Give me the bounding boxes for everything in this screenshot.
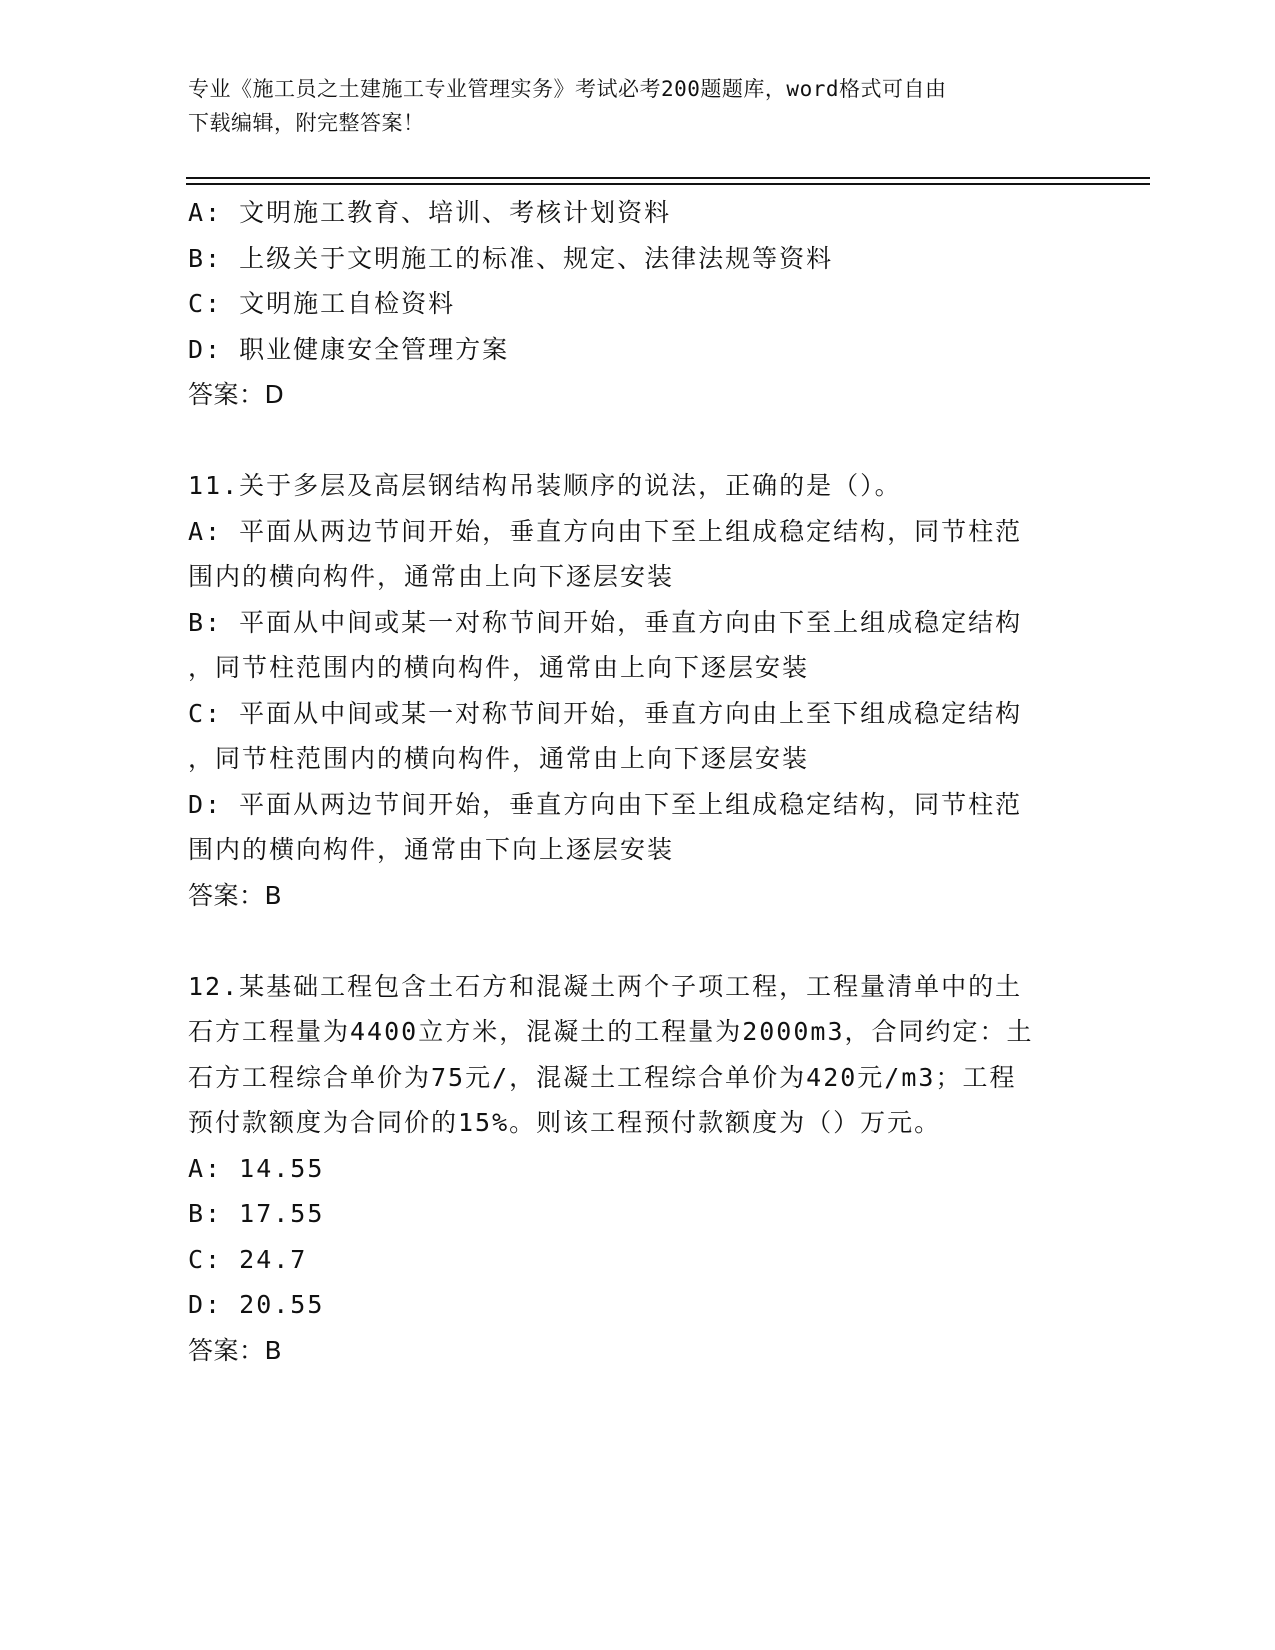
q11-option-b-line-2: ，同节柱范围内的横向构件，通常由上向下逐层安装 (188, 653, 810, 682)
header-divider-bottom (186, 183, 1150, 185)
q11-stem: 11.关于多层及高层钢结构吊装顺序的说法，正确的是（）。 (188, 471, 902, 500)
question-12-block (188, 964, 1088, 1374)
header-divider-top (186, 177, 1150, 179)
header-line-1: 专业《施工员之土建施工专业管理实务》考试必考200题题库，word格式可自由 (188, 77, 947, 101)
q12-stem-line-1: 12.某基础工程包含土石方和混凝土两个子项工程，工程量清单中的土 (188, 971, 1023, 1001)
q11-option-c-line-2: ，同节柱范围内的横向构件，通常由上向下逐层安装 (188, 744, 810, 773)
document-body (188, 190, 1088, 1373)
q12-option-c: C: 24.7 (188, 1244, 308, 1274)
q10-option-c: C: 文明施工自检资料 (188, 289, 456, 318)
document-header (188, 72, 1088, 140)
q10-answer: 答案：D (188, 380, 285, 409)
q11-option-b-line-1: B: 平面从中间或某一对称节间开始，垂直方向由下至上组成稳定结构 (188, 607, 1023, 637)
q11-option-d-line-1: D: 平面从两边节间开始，垂直方向由下至上组成稳定结构，同节柱范 (188, 789, 1023, 819)
q12-stem-line-4: 预付款额度为合同价的15%。则该工程预付款额度为（）万元。 (188, 1108, 942, 1137)
question-gap (188, 918, 1088, 964)
q11-option-a-line-1: A: 平面从两边节间开始，垂直方向由下至上组成稳定结构，同节柱范 (188, 516, 1023, 546)
question-gap (188, 418, 1088, 464)
q11-answer: 答案：B (188, 880, 283, 910)
question-10-block (188, 190, 1088, 418)
q12-option-b: B: 17.55 (188, 1199, 325, 1228)
q12-option-d: D: 20.55 (188, 1290, 325, 1319)
question-11-block (188, 463, 1088, 918)
q11-option-d-line-2: 围内的横向构件，通常由下向上逐层安装 (188, 835, 675, 864)
q10-option-a: A: 文明施工教育、培训、考核计划资料 (188, 198, 672, 227)
q10-option-d: D: 职业健康安全管理方案 (188, 334, 510, 364)
q11-option-a-line-2: 围内的横向构件，通常由上向下逐层安装 (188, 562, 675, 591)
q12-option-a: A: 14.55 (188, 1153, 325, 1183)
q11-option-c-line-1: C: 平面从中间或某一对称节间开始，垂直方向由上至下组成稳定结构 (188, 698, 1023, 728)
header-line-2: 下载编辑，附完整答案！ (188, 111, 425, 135)
q12-stem-line-3: 石方工程综合单价为75元/，混凝土工程综合单价为420元/m3；工程 (188, 1062, 1017, 1092)
q10-option-b: B: 上级关于文明施工的标准、规定、法律法规等资料 (188, 243, 834, 273)
q12-answer: 答案：B (188, 1335, 283, 1365)
q12-stem-line-2: 石方工程量为4400立方米，混凝土的工程量为2000m3，合同约定：土 (188, 1017, 1034, 1046)
